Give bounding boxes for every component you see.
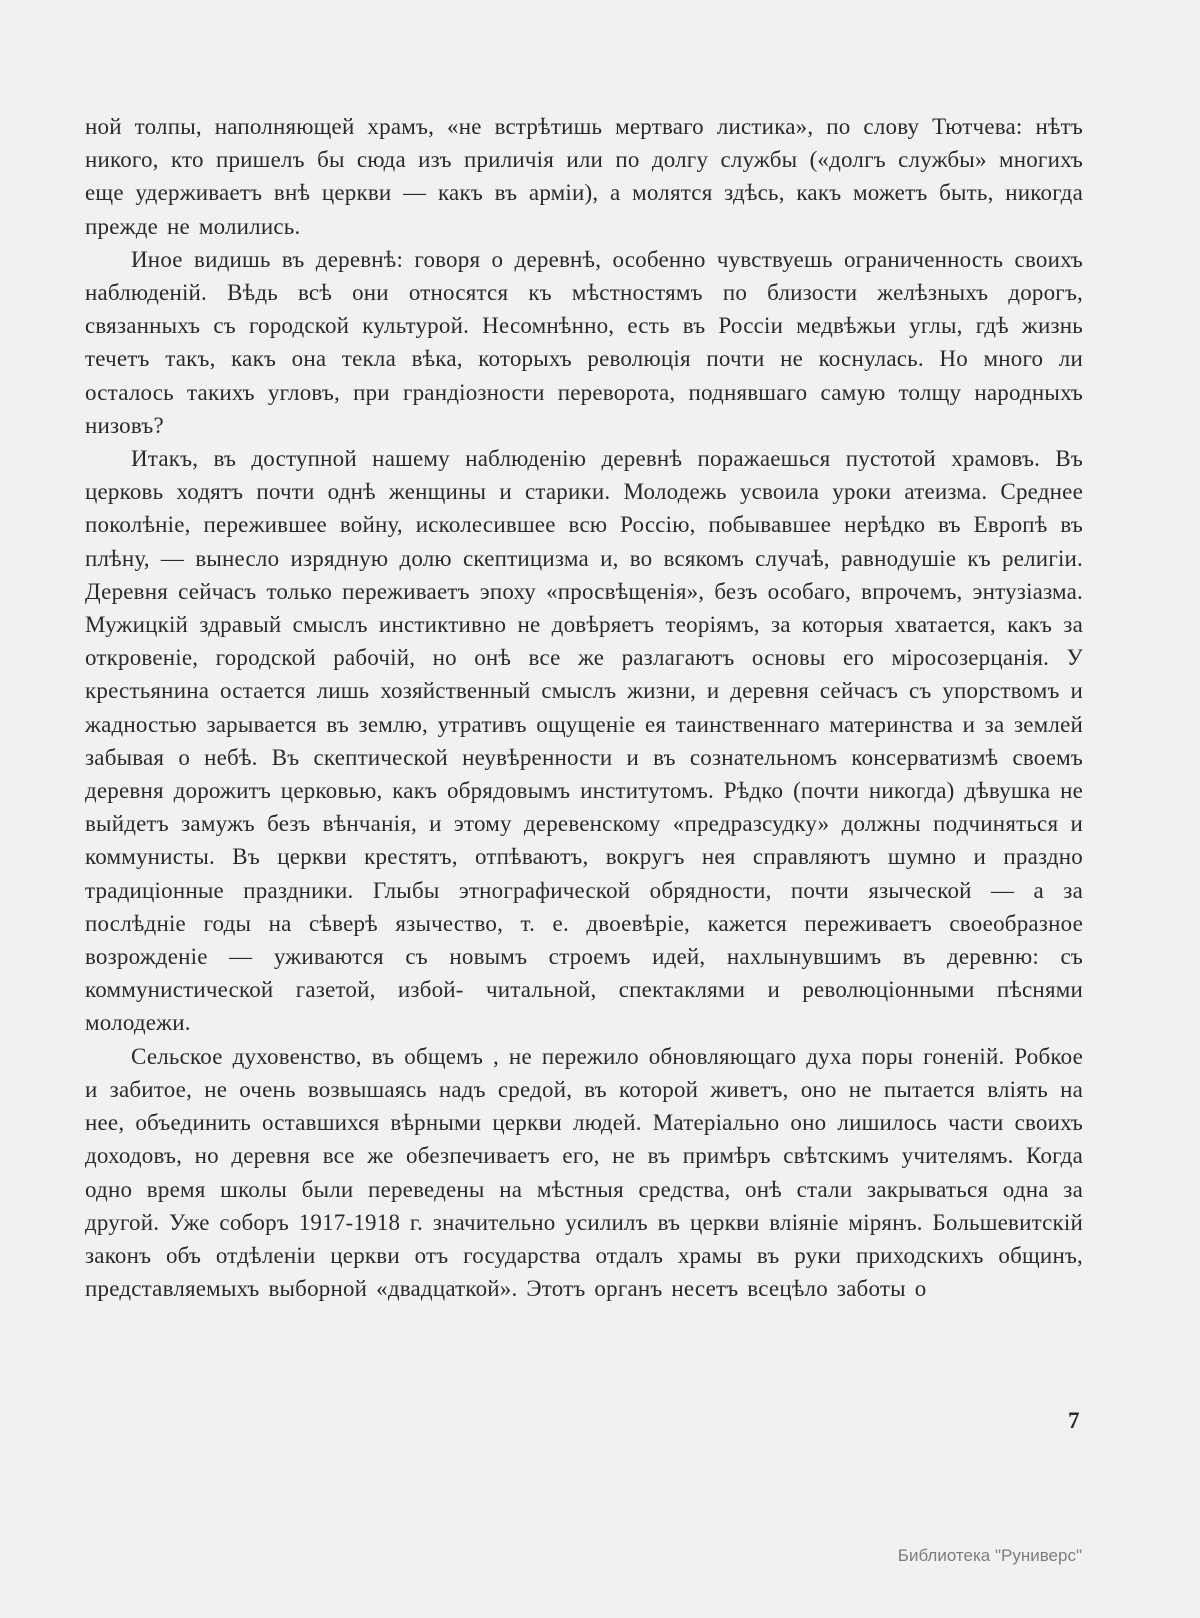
paragraph: Итакъ, въ доступной нашему наблюденію деревнѣ поражаешься пустотой храмовъ. Въ церковь ходятъ почти однѣ женщины и старики. Молодежь усвоила уроки атеизма. Среднее поколѣніе, пережившее войну, исколесившее всю Россію, побывавшее нерѣдко въ Европѣ въ плѣну, — вынесло изрядную долю скептицизма и, во всякомъ случаѣ, равнодушіе къ религіи. Деревня сейчасъ только переживаетъ эпоху «просвѣщенія», безъ особаго, впрочемъ, энтузіазма. Мужицкій здравый смыслъ инстиктивно не довѣряетъ теоріямъ, за которыя хватается, какъ за откровеніе, городской рабочій, но онѣ все же разлагаютъ основы его міросозерцанія. У крестьянина остается лишь хозяйственный смыслъ жизни, и деревня сейчасъ съ упорствомъ и жадностью зарывается въ землю, утративъ ощущеніе ея таинственнаго материнства и за землей забывая о небѣ. Въ скептической неувѣренности и въ сознательномъ консерватизмѣ своемъ деревня дорожитъ церковью, какъ обрядовымъ институтомъ. Рѣдко (почти никогда) дѣвушка не выйдетъ замужъ безъ вѣнчанія, и этому деревенскому «предразсудку» должны подчиняться и коммунисты. Въ церкви крестятъ, отпѣваютъ, вокругъ нея справляютъ шумно и праздно традиціонные праздники. Глыбы этнографической обрядности, почти языческой — а за послѣдніе годы на сѣверѣ язычество, т. е. двоевѣріе, кажется переживаетъ своеобразное возрожденіе — уживаются съ новымъ строемъ идей, нахлынувшимъ въ деревню: съ коммунистической газетой, избой- читальной, спектаклями и революціонными пѣснями молодежи. (85, 446, 1083, 1036)
watermark: Библиотека "Руниверс" (897, 1546, 1082, 1565)
page-text (85, 110, 1083, 1305)
paragraph: Сельское духовенство, въ общемъ , не пережило обновляющаго духа поры гоненій. Робкое и забитое, не очень возвышаясь надъ средой, въ которой живетъ, оно не пытается вліять на нее, объединить оставшихся вѣрными церкви людей. Матеріально оно лишилось части своихъ доходовъ, но деревня все же обезпечиваетъ его, не въ примѣръ свѣтскимъ учителямъ. Когда одно время школы были переведены на мѣстныя средства, онѣ стали закрываться одна за другой. Уже соборъ 1917-1918 г. значительно усилилъ въ церкви вліяніе мірянъ. Большевитскій законъ объ отдѣленіи церкви отъ государства отдалъ храмы въ руки приходскихъ общинъ, представляемыхъ выборной «двадцаткой». Этотъ органъ несетъ всецѣло заботы о (85, 1043, 1083, 1302)
paragraph: ной толпы, наполняющей храмъ, «не встрѣтишь мертваго листика», по слову Тютчева: нѣтъ никого, кто пришелъ бы сюда изъ приличія или по долгу службы («долгъ службы» многихъ еще удерживаетъ внѣ церкви — какъ въ арміи), а молятся здѣсь, какъ можетъ быть, никогда прежде не молились. (85, 114, 1083, 239)
page-number: 7 (1068, 1408, 1080, 1433)
paragraph: Иное видишь въ деревнѣ: говоря о деревнѣ, особенно чувствуешь ограниченность своихъ наблюденій. Вѣдь всѣ они относятся къ мѣстностямъ по близости желѣзныхъ дорогъ, связанныхъ съ городской культурой. Несомнѣнно, есть въ Россіи медвѣжьи углы, гдѣ жизнь течетъ такъ, какъ она текла вѣка, которыхъ революція почти не коснулась. Но много ли осталось такихъ угловъ, при грандіозности переворота, поднявшаго самую толщу народныхъ низовъ? (85, 246, 1083, 438)
